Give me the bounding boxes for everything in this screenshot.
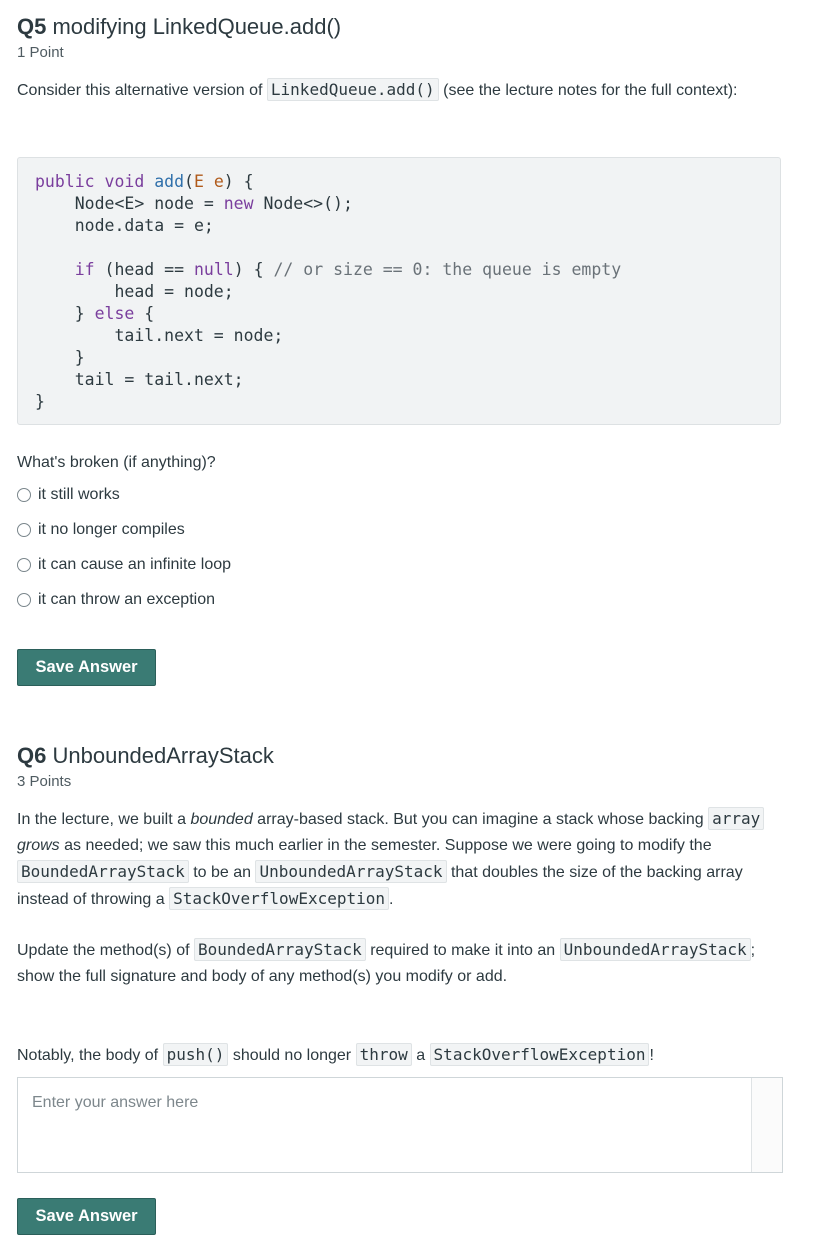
q5-question-text: What's broken (if anything)?	[17, 454, 216, 471]
inline-code: StackOverflowException	[169, 887, 389, 910]
q6-paragraph-1: In the lecture, we built a bounded array-based stack. But you can imagine a stack whose backing array grows as needed; we saw this much earlier in the semester. Suppose we were going to modify the BoundedArrayStack to be an UnboundedArrayStack that doubles the size of the backing array instead of throwing a StackOverflowException .	[17, 806, 783, 913]
q6-title	[17, 743, 783, 769]
q6-points: 3 Points	[17, 773, 72, 790]
q5-header	[17, 14, 783, 61]
q5-title-text: modifying LinkedQueue.add()	[52, 14, 342, 39]
radio-button[interactable]	[17, 523, 31, 537]
option-label: it no longer compiles	[38, 521, 185, 538]
q5-number: Q5	[17, 14, 47, 39]
q5-question	[17, 450, 783, 476]
option-label: it still works	[38, 486, 120, 503]
inline-code: BoundedArrayStack	[194, 938, 366, 961]
q5-intro-code: LinkedQueue.add()	[267, 78, 439, 101]
q5-save-answer-button[interactable]: Save Answer	[17, 649, 156, 686]
inline-code: array	[708, 807, 764, 830]
q5-option-3[interactable]	[17, 556, 231, 574]
q5-intro	[17, 77, 783, 104]
q5-intro-text-end: (see the lecture notes for the full context):	[438, 82, 738, 99]
q5-title	[17, 14, 783, 40]
radio-button[interactable]	[17, 558, 31, 572]
inline-code: BoundedArrayStack	[17, 860, 189, 883]
q6-title-text: UnboundedArrayStack	[52, 743, 274, 768]
q5-option-1[interactable]	[17, 486, 120, 504]
q5-code-block	[17, 157, 781, 425]
inline-code: throw	[356, 1043, 412, 1066]
radio-button[interactable]	[17, 488, 31, 502]
q6-save-answer-button[interactable]: Save Answer	[17, 1198, 156, 1235]
q5-option-2[interactable]	[17, 521, 185, 539]
inline-code: push()	[163, 1043, 229, 1066]
q6-paragraph-3: Notably, the body of push() should no longer throw a StackOverflowException !	[17, 1045, 654, 1064]
inline-code: StackOverflowException	[430, 1043, 650, 1066]
q5-option-4[interactable]	[17, 591, 215, 609]
q6-header	[17, 743, 783, 790]
inline-code: UnboundedArrayStack	[255, 860, 446, 883]
radio-button[interactable]	[17, 593, 31, 607]
option-label: it can throw an exception	[38, 591, 215, 608]
q5-code: public void add(E e) { Node<E> node = new Node<>(); node.data = e; if (head == null) { // or size == 0: the queue is empty head = node; } else { tail.next = node; } tail = tail.next; }	[35, 172, 622, 411]
q6-number: Q6	[17, 743, 47, 768]
q5-intro-text: Consider this alternative version of	[17, 82, 267, 99]
answer-placeholder: Enter your answer here	[32, 1094, 199, 1111]
q6-answer-textarea[interactable]	[17, 1077, 783, 1173]
q6-paragraph-2: Update the method(s) of BoundedArrayStack required to make it into an UnboundedArrayStack ; show the full signature and body of any method(s) you modify or add.	[17, 940, 756, 985]
q5-points: 1 Point	[17, 44, 64, 61]
textarea-scrollbar[interactable]	[751, 1078, 782, 1172]
inline-code: UnboundedArrayStack	[560, 938, 751, 961]
option-label: it can cause an infinite loop	[38, 556, 232, 573]
